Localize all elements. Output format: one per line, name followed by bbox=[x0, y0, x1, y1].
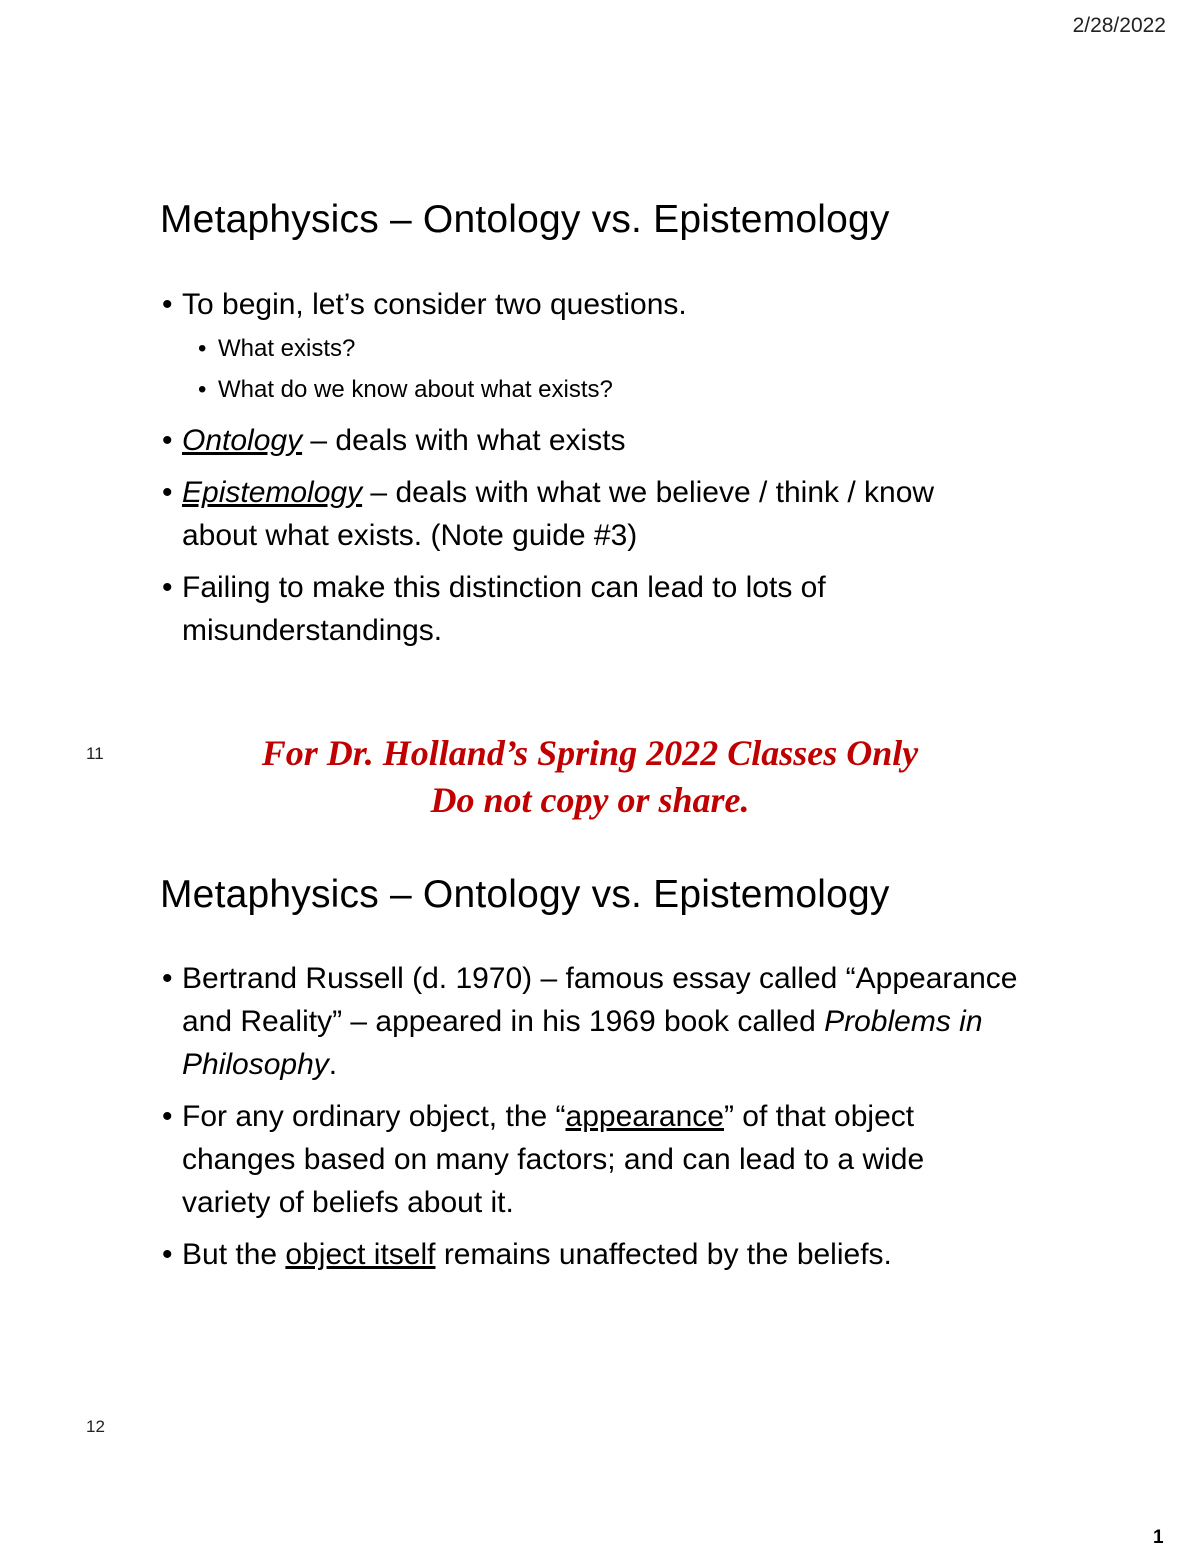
bullet-russell-end: . bbox=[328, 1048, 338, 1081]
bullet-appearance-text-before: For any ordinary object, the “ bbox=[182, 1100, 566, 1133]
bullet-object-itself-text-before: But the bbox=[182, 1238, 286, 1271]
sub-bullet-what-exists: • What exists? bbox=[198, 328, 1020, 369]
slide-11-bullets bbox=[160, 283, 1020, 661]
sub-bullet-what-do-we-know: • What do we know about what exists? bbox=[198, 369, 1020, 410]
slide-12-bullets bbox=[160, 957, 1050, 1285]
bullet-object-itself bbox=[160, 1233, 1050, 1276]
copyright-watermark bbox=[160, 730, 1020, 824]
bullet-two-questions bbox=[160, 283, 1020, 410]
bullet-appearance-text-after: ” of that object changes based on many factors; and can lead to a wide variety of beliefs about it. bbox=[182, 1100, 925, 1219]
bullet-russell bbox=[160, 957, 1052, 1086]
watermark-line-1: For Dr. Holland’s Spring 2022 Classes Only bbox=[261, 733, 919, 773]
book-title: Problems in Philosophy bbox=[182, 1005, 983, 1081]
bullet-failing-distinction bbox=[160, 566, 972, 652]
bullet-ontology-text: – deals with what exists bbox=[302, 424, 626, 457]
bullet-object-itself-text-after: remains unaffected by the beliefs. bbox=[435, 1238, 892, 1271]
bullet-epistemology-text: – deals with what we believe / think / know about what exists. (Note guide #3) bbox=[182, 476, 935, 552]
page-number: 1 bbox=[1153, 1527, 1164, 1548]
slide-number-12: 12 bbox=[86, 1417, 105, 1436]
bullet-epistemology bbox=[160, 471, 1002, 557]
term-object-itself: object itself bbox=[285, 1238, 436, 1271]
bullet-appearance bbox=[160, 1095, 1012, 1224]
slide-number-11: 11 bbox=[86, 744, 104, 763]
sub-bullet-list bbox=[198, 328, 1020, 410]
bullet-two-questions-text: To begin, let’s consider two questions. bbox=[182, 288, 687, 321]
bullet-failing-distinction-text: Failing to make this distinction can lead to lots of misunderstandings. bbox=[182, 571, 826, 647]
term-appearance: appearance bbox=[565, 1100, 724, 1133]
term-ontology: Ontology bbox=[182, 424, 303, 457]
bullet-russell-text: Bertrand Russell (d. 1970) – famous essay called “Appearance and Reality” – appeared in his 1969 book called bbox=[182, 962, 1018, 1038]
print-date: 2/28/2022 bbox=[1072, 14, 1166, 37]
watermark-line-2: Do not copy or share. bbox=[430, 780, 750, 820]
bullet-ontology bbox=[160, 419, 1020, 462]
term-epistemology: Epistemology bbox=[182, 476, 363, 509]
slide-12-title: Metaphysics – Ontology vs. Epistemology bbox=[160, 873, 890, 916]
slide-11-title: Metaphysics – Ontology vs. Epistemology bbox=[160, 198, 890, 241]
